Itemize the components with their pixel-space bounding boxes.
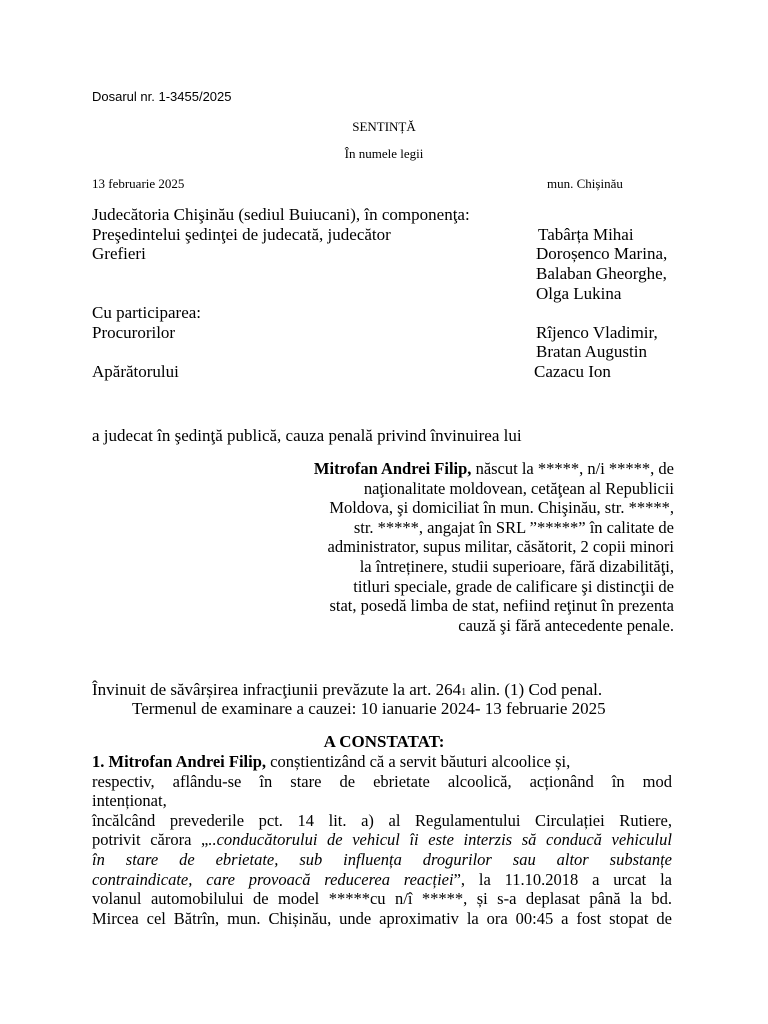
defendant-detail-line: naţionalitate moldovean, cetăţean al Republicii (363, 478, 674, 498)
prosecutor-name: Rîjenco Vladimir, (536, 323, 658, 342)
court-intro: Judecătoria Chişinău (sediul Buiucani), în componenţa: (92, 205, 470, 224)
charge-prefix: Învinuit de săvârșirea infracţiunii prevăzute la art. 264 (92, 680, 462, 699)
judgment-place: mun. Chișinău (547, 176, 623, 191)
examination-term: Termenul de examinare a cauzei: 10 ianuarie 2024- 13 februarie 2025 (132, 699, 606, 718)
defendant-detail-line: administrator, supus militar, căsătorit, 2 copii minori (327, 537, 674, 557)
defendant-detail-line: titluri speciale, grade de calificare şi distincţii de (353, 576, 674, 596)
clerk-name: Balaban Gheorghe, (536, 264, 667, 283)
defendant-detail-line: cauză şi fără antecedente penale. (458, 615, 674, 635)
findings-line: volanul automobilului de model *****cu n/î *****, și s-a deplasat până la bd. (92, 889, 672, 909)
findings-line: intenționat, (92, 791, 167, 811)
findings-line: în stare de ebrietate, sub influența drogurilor sau altor substanțe (92, 849, 672, 869)
clerk-name: Doroșenco Marina, (536, 244, 668, 263)
findings-text (92, 752, 672, 928)
findings-line: încălcând prevederile pct. 14 lit. a) al Regulamentului Circulației Rutiere, (92, 810, 672, 830)
findings-line: 1. Mitrofan Andrei Filip, conștientizând că a servit băuturi alcoolice și, (92, 752, 571, 771)
defendant-name: Mitrofan Andrei Filip, (313, 459, 472, 478)
findings-line: Mircea cel Bătrîn, mun. Chișinău, unde aproximativ la ora 00:45 a fost stopat de (92, 908, 672, 928)
defendant-detail-line: la întreținere, studii superioare, fără dizabilităţi, (359, 556, 674, 576)
defendant-paragraph (268, 459, 674, 635)
document-subtitle: În numele legii (344, 146, 424, 161)
findings-line: respectiv, aflându-se în stare de ebrietate alcoolică, acționând în mod (92, 771, 672, 791)
defendant-detail-line: născut la *****, n/i *****, de (471, 459, 674, 478)
prosecutor-name: Bratan Augustin (536, 342, 647, 361)
prosecutors-label: Procurorilor (92, 323, 176, 342)
defendant-detail-line: Moldova, şi domiciliat în mun. Chişinău, str. *****, (329, 498, 674, 518)
judgment-date: 13 februarie 2025 (92, 176, 185, 191)
case-number: Dosarul nr. 1-3455/2025 (92, 89, 232, 104)
document-title: SENTINȚĂ (352, 119, 416, 134)
section-heading: A CONSTATAT: (323, 732, 445, 751)
defender-name: Cazacu Ion (534, 362, 611, 381)
defendant-detail-line: str. *****, angajat în SRL ”*****” în calitate de (353, 517, 674, 537)
findings-line: contraindicate, care provoacă reducerea reacției”, la 11.10.2018 a urcat la (92, 869, 672, 889)
trial-intro: a judecat în şedinţă publică, cauza penală privind învinuirea lui (92, 426, 522, 445)
participation-label: Cu participarea: (92, 303, 202, 322)
findings-line: potrivit cărora „..conducătorului de vehicul îi este interzis să conducă vehiculul (92, 830, 672, 850)
president-name: Tabârța Mihai (538, 225, 634, 244)
defendant-detail-line: stat, posedă limba de stat, nefiind reţinut în prezenta (329, 596, 674, 616)
charge-article-index: 1 (461, 687, 467, 698)
clerks-label: Grefieri (92, 244, 146, 263)
clerk-name: Olga Lukina (536, 284, 622, 303)
defendant-name-bold: 1. Mitrofan Andrei Filip, (92, 752, 267, 771)
president-label: Preşedintelui şedinţei de judecată, judecător (92, 225, 391, 244)
defender-label: Apărătorului (92, 362, 179, 381)
charge-suffix: alin. (1) Cod penal. (466, 680, 603, 699)
